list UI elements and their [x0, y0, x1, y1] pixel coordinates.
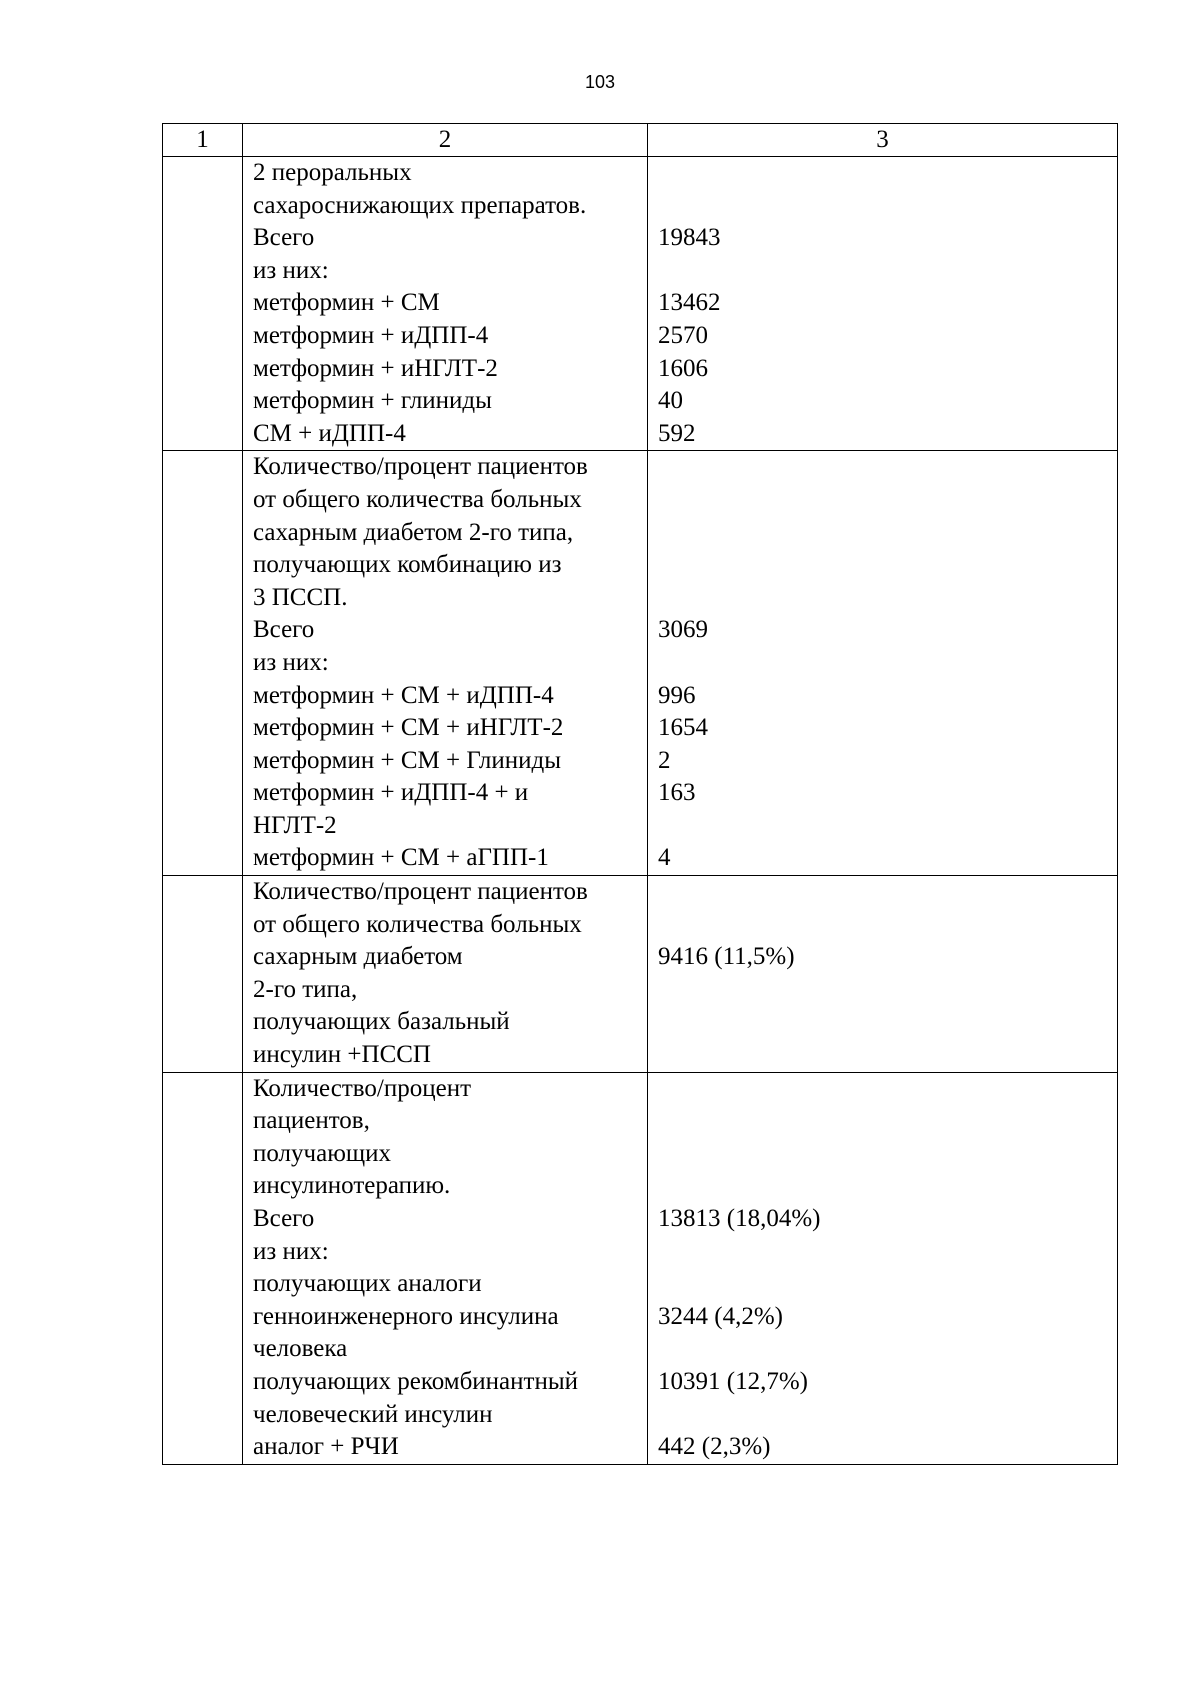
indicator-line: инсулинотерапию. — [253, 1172, 451, 1200]
indicator-line: 2 пероральных — [253, 159, 412, 186]
indicator-cell — [243, 157, 648, 451]
value-line: 19843 — [658, 224, 721, 252]
value-line — [658, 157, 1107, 190]
indicator-line: от общего количества больных — [253, 485, 582, 513]
value-line: 10391 (12,7%) — [658, 1367, 808, 1395]
value-line — [658, 1039, 1107, 1072]
indicator-line: Всего — [253, 616, 315, 644]
indicator-line: получающих комбинацию из — [253, 551, 562, 579]
value-line — [658, 1236, 1107, 1269]
table-row — [163, 451, 1118, 876]
page-number: 103 — [584, 72, 616, 92]
row-number-cell — [163, 157, 243, 451]
indicator-line: от общего количества больных — [253, 910, 582, 938]
indicator-line: метформин + СМ + аГПП-1 — [253, 844, 549, 872]
value-line: 1606 — [658, 354, 708, 382]
indicator-line: генноинженерного инсулина — [253, 1302, 559, 1330]
indicator-line: получающих рекомбинантный — [253, 1367, 578, 1395]
value-line — [658, 549, 1107, 582]
value-cell — [648, 1072, 1118, 1464]
indicator-line: метформин + СМ — [253, 289, 440, 317]
indicator-line: метформин + СМ + Глиниды — [253, 746, 562, 774]
table-body — [163, 157, 1118, 1465]
value-line: 13462 — [658, 289, 721, 317]
value-cell — [648, 157, 1118, 451]
value-line: 40 — [658, 387, 683, 415]
value-line — [658, 1399, 1107, 1432]
indicator-line: метформин + глиниды — [253, 387, 492, 415]
value-line: 996 — [658, 681, 696, 709]
indicator-line: получающих базальный — [253, 1008, 510, 1036]
indicator-line: получающих аналоги — [253, 1270, 482, 1298]
value-line: 3244 (4,2%) — [658, 1302, 783, 1330]
value-line — [658, 190, 1107, 223]
indicator-line: НГЛТ-2 — [253, 811, 337, 839]
value-line: 2570 — [658, 321, 708, 349]
value-line: 163 — [658, 779, 696, 807]
indicator-line: метформин + иДПП-4 + и — [253, 779, 529, 807]
indicator-line: человека — [253, 1335, 348, 1363]
row-number-cell — [163, 1072, 243, 1464]
table-row — [163, 1072, 1118, 1464]
value-cell — [648, 876, 1118, 1073]
value-line: 9416 (11,5%) — [658, 943, 795, 971]
value-cell — [648, 451, 1118, 876]
indicator-line: аналог + РЧИ — [253, 1433, 399, 1461]
value-line — [658, 1073, 1107, 1106]
indicator-line: метформин + иНГЛТ-2 — [253, 354, 498, 382]
value-line — [658, 1170, 1107, 1203]
value-line — [658, 1105, 1107, 1138]
indicator-cell — [243, 876, 648, 1073]
indicator-cell — [243, 1072, 648, 1464]
value-line: 3069 — [658, 616, 708, 644]
table-row — [163, 157, 1118, 451]
indicator-line: метформин + иДПП-4 — [253, 321, 489, 349]
value-line — [658, 484, 1107, 517]
indicator-line: метформин + СМ + иНГЛТ-2 — [253, 714, 564, 742]
table-row — [163, 876, 1118, 1073]
row-number-cell — [163, 451, 243, 876]
indicator-line: 3 ПССП. — [253, 583, 348, 611]
indicator-line: СМ + иДПП-4 — [253, 419, 406, 447]
value-line — [658, 517, 1107, 550]
indicator-cell — [243, 451, 648, 876]
value-line: 442 (2,3%) — [658, 1433, 771, 1461]
header-col-2: 2 — [243, 124, 648, 157]
indicator-line: из них: — [253, 648, 329, 676]
header-col-3: 3 — [648, 124, 1118, 157]
indicator-line: человеческий инсулин — [253, 1400, 493, 1428]
header-row — [163, 124, 1118, 157]
indicator-line: сахароснижающих препаратов. — [253, 191, 587, 219]
value-line — [658, 974, 1107, 1007]
value-line — [658, 1268, 1107, 1301]
indicator-line: инсулин +ПССП — [253, 1041, 431, 1069]
value-line — [658, 810, 1107, 843]
value-line — [658, 1006, 1107, 1039]
value-line — [658, 582, 1107, 615]
value-line: 4 — [658, 844, 671, 872]
indicator-line: Всего — [253, 224, 315, 252]
value-line — [658, 1333, 1107, 1366]
value-line: 1654 — [658, 714, 708, 742]
value-line — [658, 255, 1107, 288]
indicator-line: Количество/процент пациентов — [253, 878, 588, 906]
value-line — [658, 876, 1107, 909]
value-line: 592 — [658, 419, 696, 447]
header-col-1: 1 — [163, 124, 243, 157]
indicator-line: метформин + СМ + иДПП-4 — [253, 681, 554, 709]
indicator-line: сахарным диабетом 2-го типа, — [253, 518, 574, 546]
indicator-line: сахарным диабетом — [253, 943, 463, 971]
value-line: 2 — [658, 746, 671, 774]
indicator-line: Всего — [253, 1205, 315, 1232]
value-line: 13813 (18,04%) — [658, 1205, 821, 1232]
value-line — [658, 451, 1107, 484]
value-line — [658, 909, 1107, 942]
data-table — [162, 123, 1118, 1465]
value-line — [658, 1138, 1107, 1171]
value-line — [658, 647, 1107, 680]
indicator-line: 2-го типа, — [253, 975, 358, 1003]
indicator-line: из них: — [253, 1237, 329, 1265]
indicator-line: пациентов, — [253, 1107, 370, 1135]
indicator-line: из них: — [253, 256, 329, 284]
indicator-line: Количество/процент пациентов — [253, 453, 588, 481]
row-number-cell — [163, 876, 243, 1073]
indicator-line: получающих — [253, 1139, 392, 1167]
indicator-line: Количество/процент — [253, 1074, 472, 1102]
